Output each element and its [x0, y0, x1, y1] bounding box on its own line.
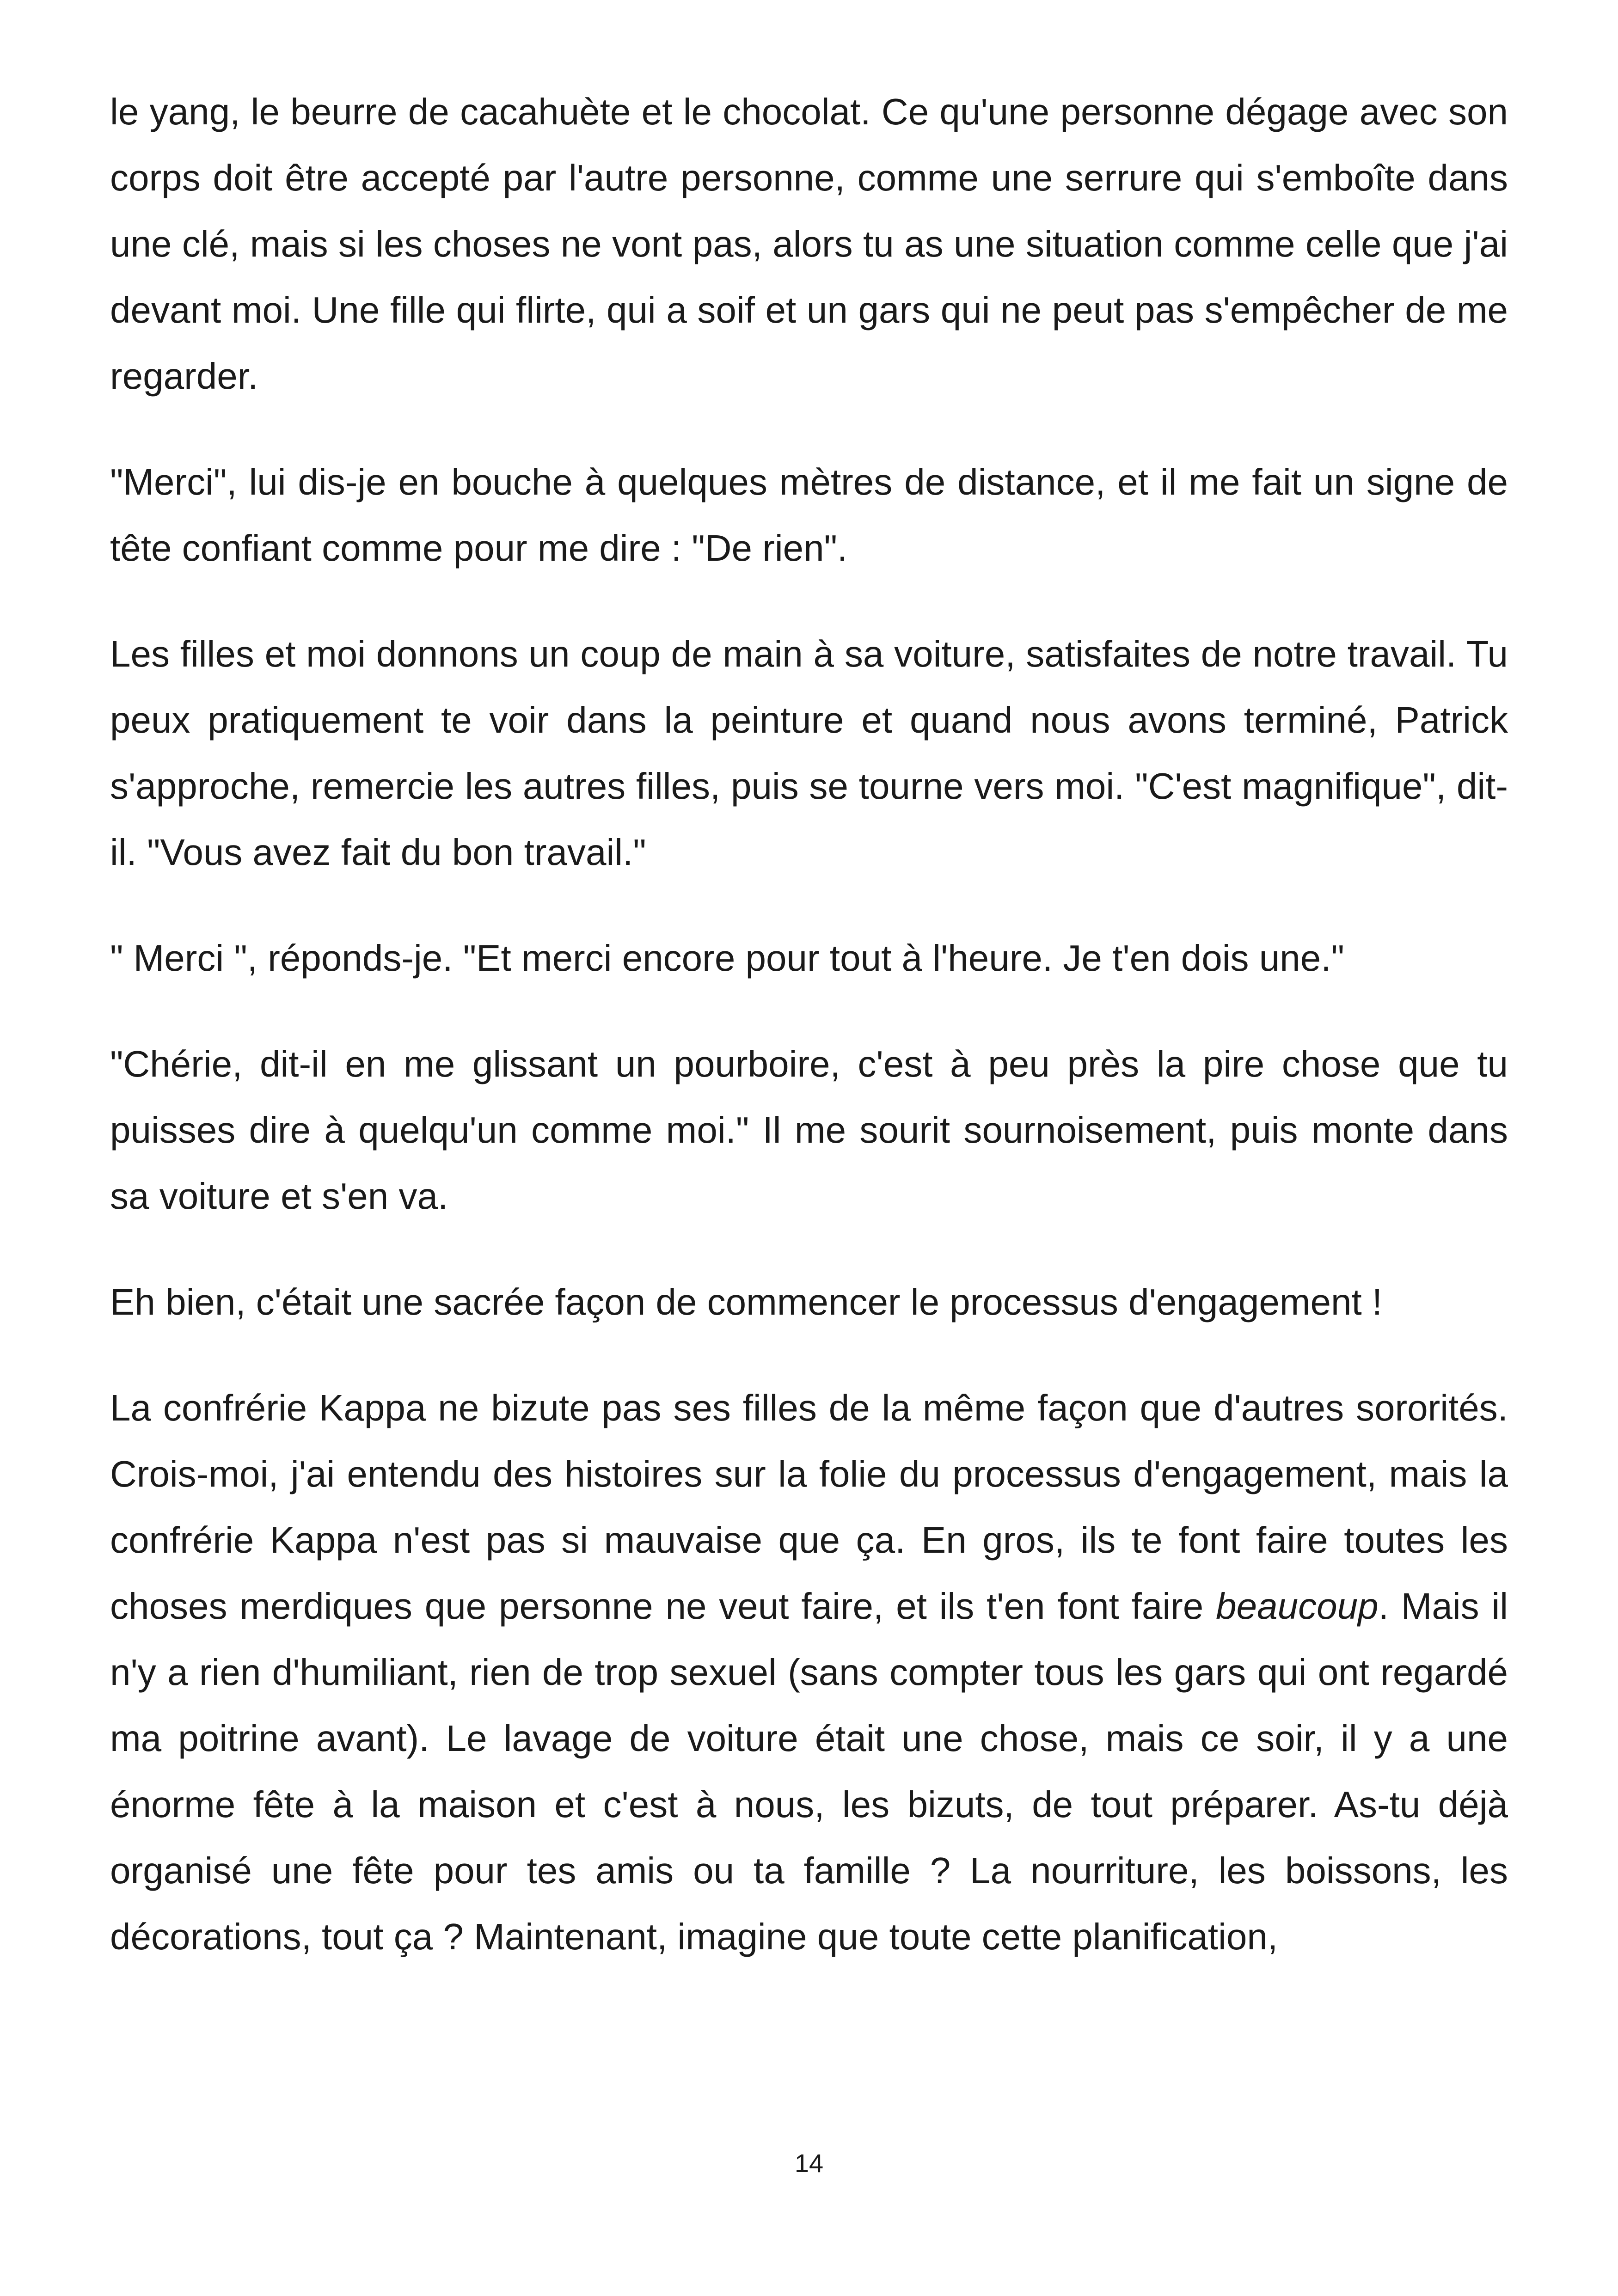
page-number: 14 [794, 2149, 824, 2178]
paragraph-3: Les filles et moi donnons un coup de main à sa voiture, satisfaites de notre travail. Tu peux pratiquement te voir dans la peinture et quand nous avons terminé, Patrick s'approche, remercie les autres filles, puis se tourne vers moi. "C'est magnifique", dit-il. "Vous avez fait du bon travail." [110, 633, 1508, 873]
paragraph-2: "Merci", lui dis-je en bouche à quelques mètres de distance, et il me fait un signe de tête confiant comme pour me dire : "De rien". [110, 461, 1508, 569]
paragraph-7-text-start: La confrérie Kappa ne bizute pas ses filles de la même façon que d'autres sororités. Crois-moi, j'ai entendu des histoires sur la folie du processus d'engagement, mais la confrérie Kappa n'est pas si mauvaise que ça. En gros, ils te font faire toutes les choses merdiques que personne ne veut faire, et ils t'en font faire [110, 1387, 1508, 1627]
body-text [110, 79, 1508, 1970]
paragraph-7-text-end: . Mais il n'y a rien d'humiliant, rien de trop sexuel (sans compter tous les gars qui ont regardé ma poitrine avant). Le lavage de voiture était une chose, mais ce soir, il y a une énorme fête à la maison et c'est à nous, les bizuts, de tout préparer. As-tu déjà organisé une fête pour tes amis ou ta famille ? La nourriture, les boissons, les décorations, tout ça ? Maintenant, imagine que toute cette planification, [110, 1586, 1508, 1957]
paragraph-7-emphasis: beaucoup [1216, 1586, 1379, 1627]
paragraph-1: le yang, le beurre de cacahuète et le chocolat. Ce qu'une personne dégage avec son corps doit être accepté par l'autre personne, comme une serrure qui s'emboîte dans une clé, mais si les choses ne vont pas, alors tu as une situation comme celle que j'ai devant moi. Une fille qui flirte, qui a soif et un gars qui ne peut pas s'empêcher de me regarder. [110, 91, 1508, 397]
paragraph-7 [110, 1375, 1508, 1970]
paragraph-4: " Merci ", réponds-je. "Et merci encore pour tout à l'heure. Je t'en dois une." [110, 937, 1344, 979]
paragraph-5: "Chérie, dit-il en me glissant un pourboire, c'est à peu près la pire chose que tu puisses dire à quelqu'un comme moi." Il me sourit sournoisement, puis monte dans sa voiture et s'en va. [110, 1043, 1508, 1217]
paragraph-6: Eh bien, c'était une sacrée façon de commencer le processus d'engagement ! [110, 1281, 1383, 1322]
